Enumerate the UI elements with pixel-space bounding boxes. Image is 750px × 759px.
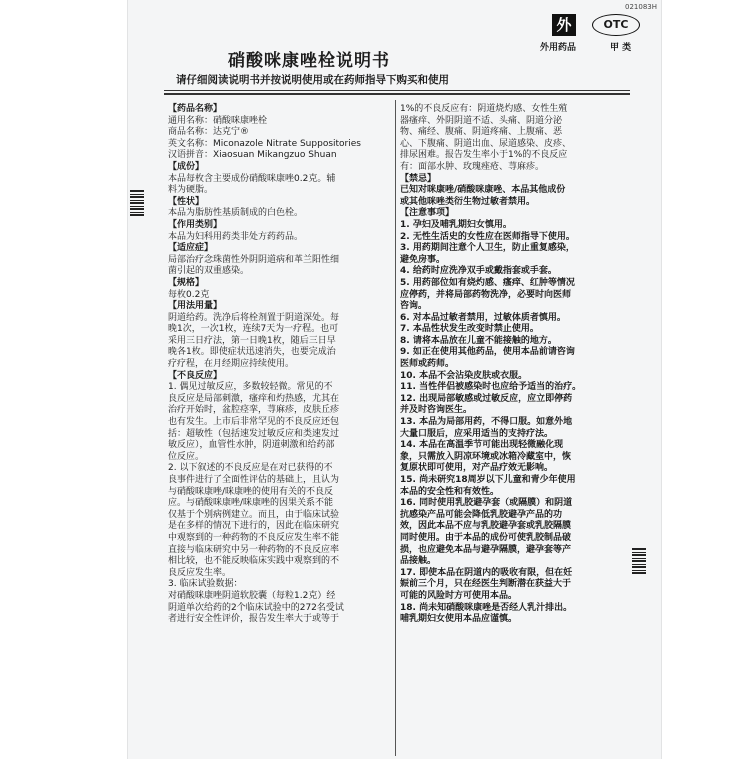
- text-line: 同时使用。由于本品的成份可使乳胶制品破: [400, 532, 572, 543]
- text-line: 3. 临床试验数据：: [168, 579, 243, 590]
- text-line: 每枚0.2克: [168, 289, 210, 300]
- text-line: 也有发生。上市后非常罕见的不良反应还包: [168, 417, 340, 428]
- column-divider: [395, 100, 396, 756]
- text-line: 物、痛经、腹痛、阴道疼痛、上腹痛、恶: [400, 127, 563, 138]
- top-rule: [164, 90, 630, 91]
- text-line: 或其他咪唑类衍生物过敏者禁用。: [400, 196, 536, 207]
- text-line: 本品为脂肪性基质制成的白色栓。: [168, 208, 304, 219]
- text-line: 英文名称：Miconazole Nitrate Suppositories: [168, 138, 361, 149]
- text-line: 中观察到的一种药物的不良反应发生率不能: [168, 532, 340, 543]
- text-line: 器瘙痒、外阴阴道不适、头痛、阴道分泌: [400, 115, 563, 126]
- text-line: 4. 给药时应洗净双手或戴指套或手套。: [400, 266, 557, 277]
- text-line: 12. 出现局部敏感或过敏反应，应立即停药: [400, 393, 573, 404]
- section-heading: 【适应症】: [168, 243, 214, 254]
- text-line: 通用名称：硝酸咪康唑栓: [168, 115, 268, 126]
- text-line: 菌引起的双重感染。: [168, 266, 250, 277]
- section-heading: 【规格】: [168, 277, 205, 288]
- text-line: 良反应发生率。: [168, 567, 232, 578]
- document-title: 硝酸咪康唑栓说明书: [228, 51, 390, 71]
- text-line: 汉语拼音：Xiaosuan Mikangzuo Shuan: [168, 150, 337, 161]
- text-line: 本品为妇科用药类非处方药药品。: [168, 231, 304, 242]
- left-column: [168, 104, 390, 626]
- text-line: 1. 偶见过敏反应，多数较轻微。常见的不: [168, 382, 333, 393]
- text-line: 并及时咨询医生。: [400, 405, 473, 416]
- text-line: 14. 本品在高温季节可能出现轻微融化现: [400, 440, 564, 451]
- text-line: 仅基于个别病例建立。而且，由于临床试验: [168, 509, 340, 520]
- text-line: 位反应。: [168, 451, 205, 462]
- text-line: 10. 本品不会沾染皮肤或衣服。: [400, 370, 528, 381]
- barcode-mark-left: [130, 190, 144, 216]
- text-line: 7. 本品性状发生改变时禁止使用。: [400, 324, 539, 335]
- top-rule-thick: [164, 93, 630, 95]
- text-line: 应停药，并将局部药物洗净，必要时向医师: [400, 289, 572, 300]
- text-line: 复原状即可使用，对产品疗效无影响。: [400, 463, 554, 474]
- barcode-mark-right: [632, 548, 646, 574]
- section-heading: 【不良反应】: [168, 370, 223, 381]
- text-line: 8. 请将本品放在儿童不能接触的地方。: [400, 335, 557, 346]
- text-line: 者进行安全性评价，报告发生率大于或等于: [168, 614, 340, 625]
- text-line: 9. 如正在使用其他药品，使用本品前请咨询: [400, 347, 575, 358]
- text-line: 与硝酸咪康唑/咪康唑的使用有关的不良反: [168, 486, 334, 497]
- text-line: 1. 孕妇及哺乳期妇女慎用。: [400, 219, 512, 230]
- section-heading: 【禁忌】: [400, 173, 437, 184]
- text-line: 娠前三个月，只在经医生判断潜在获益大于: [400, 579, 572, 590]
- text-line: 疗疗程，在月经期应持续使用。: [168, 359, 295, 370]
- text-line: 对硝酸咪康唑阴道软胶囊（每粒1.2克）经: [168, 590, 336, 601]
- section-heading: 【作用类别】: [168, 219, 223, 230]
- text-line: 晚各1枚。即使症状迅速消失，也要完成治: [168, 347, 336, 358]
- text-line: 品接触。: [400, 556, 437, 567]
- section-heading: 【注意事项】: [400, 208, 455, 219]
- text-line: 料为硬脂。: [168, 185, 214, 196]
- text-line: 11. 当性伴侣被感染时也应给予适当的治疗。: [400, 382, 582, 393]
- text-line: 敏反应），血管性水肿，阴道刺激和给药部: [168, 440, 335, 451]
- text-line: 17. 即使本品在阴道内的吸收有限，但在妊: [400, 567, 573, 578]
- text-line: 商品名称：达克宁®: [168, 127, 250, 138]
- text-line: 晚1次，一次1枚，连续7天为一疗程。也可: [168, 324, 339, 335]
- text-line: 6. 对本品过敏者禁用，过敏体质者慎用。: [400, 312, 566, 323]
- text-line: 有：面部水肿、玫瑰痤疮、荨麻疹。: [400, 161, 545, 172]
- text-line: 5. 用药部位如有烧灼感、瘙痒、红肿等情况: [400, 277, 575, 288]
- section-heading: 【药品名称】: [168, 104, 223, 114]
- text-line: 心、下腹痛、阴道出血、尿道感染、皮疹、: [400, 138, 572, 149]
- section-heading: 【用法用量】: [168, 301, 223, 312]
- text-line: 可能的风险时方可使用本品。: [400, 590, 518, 601]
- text-line: 抗感染产品可能会降低乳胶避孕产品的功: [400, 509, 563, 520]
- text-line: 直接与临床研究中另一种药物的不良反应率: [168, 544, 340, 555]
- text-line: 13. 本品为局部用药，不得口服。如意外地: [400, 417, 573, 428]
- text-line: 15. 尚未研究18周岁以下儿童和青少年使用: [400, 475, 576, 485]
- text-line: 本品每枚含主要成份硝酸咪康唑0.2克。辅: [168, 173, 336, 184]
- text-line: 应。与硝酸咪康唑/咪康唑的因果关系不能: [168, 498, 334, 509]
- text-line: 本品的安全性和有效性。: [400, 486, 500, 497]
- text-line: 局部治疗念珠菌性外阴阴道病和革兰阳性细: [168, 254, 340, 265]
- text-line: 相比较，也不能反映临床实践中观察到的不: [168, 556, 340, 567]
- text-line: 2. 无性生活史的女性应在医师指导下使用。: [400, 231, 575, 242]
- leaflet-sheet: [127, 0, 662, 759]
- text-line: 治疗开始时，盆腔痉挛，荨麻疹，皮肤丘疹: [168, 405, 340, 416]
- text-line: 效，因此本品不应与乳胶避孕套或乳胶隔膜: [400, 521, 572, 532]
- text-line: 采用三日疗法，第一日晚1枚，随后三日早: [168, 335, 336, 346]
- otc-class-label: 甲 类: [610, 43, 632, 53]
- text-line: 3. 用药期间注意个人卫生，防止重复感染，: [400, 243, 575, 254]
- text-line: 象，只需放入阴凉环境或冰箱冷藏室中，恢: [400, 451, 572, 462]
- text-line: 咨询。: [400, 301, 428, 312]
- text-line: 18. 尚未知硝酸咪康唑是否经人乳汁排出。: [400, 602, 573, 613]
- text-line: 排尿困难。报告发生率小于1%的不良反应: [400, 150, 568, 161]
- text-line: 16. 同时使用乳胶避孕套（或隔膜）和阴道: [400, 498, 573, 509]
- print-code: 021083H: [625, 3, 657, 11]
- text-line: 是在多样的情况下进行的，因此在临床研究: [168, 521, 340, 532]
- text-line: 损，也应避免本品与避孕隔膜，避孕套等产: [400, 544, 572, 555]
- text-line: 阴道单次给药的2个临床试验中的272名受试: [168, 602, 344, 613]
- external-use-mark: 外: [552, 14, 576, 36]
- text-line: 括：超敏性（包括速发过敏反应和类速发过: [168, 428, 340, 439]
- otc-badge: OTC: [592, 14, 640, 36]
- text-line: 阴道给药。洗净后将栓剂置于阴道深处。每: [168, 312, 340, 323]
- text-line: 1%的不良反应有：阴道烧灼感、女性生殖: [400, 104, 568, 114]
- text-line: 医师或药师。: [400, 359, 455, 370]
- text-line: 避免房事。: [400, 254, 446, 265]
- right-column: [400, 104, 630, 626]
- text-line: 哺乳期妇女使用本品应谨慎。: [400, 614, 518, 625]
- text-line: 已知对咪康唑/硝酸咪康唑、本品其他成份: [400, 185, 566, 196]
- text-line: 良反应是局部刺激，瘙痒和灼热感，尤其在: [168, 393, 340, 404]
- external-use-caption: 外用药品: [540, 43, 577, 53]
- document-subtitle: 请仔细阅读说明书并按说明使用或在药师指导下购买和使用: [176, 74, 449, 86]
- section-heading: 【成份】: [168, 161, 205, 172]
- text-line: 良事件进行了全面性评估的基础上，且认为: [168, 475, 340, 485]
- text-line: 2. 以下叙述的不良反应是在对已获得的不: [168, 463, 333, 474]
- text-line: 大量口服后，应采用适当的支持疗法。: [400, 428, 554, 439]
- section-heading: 【性状】: [168, 196, 205, 207]
